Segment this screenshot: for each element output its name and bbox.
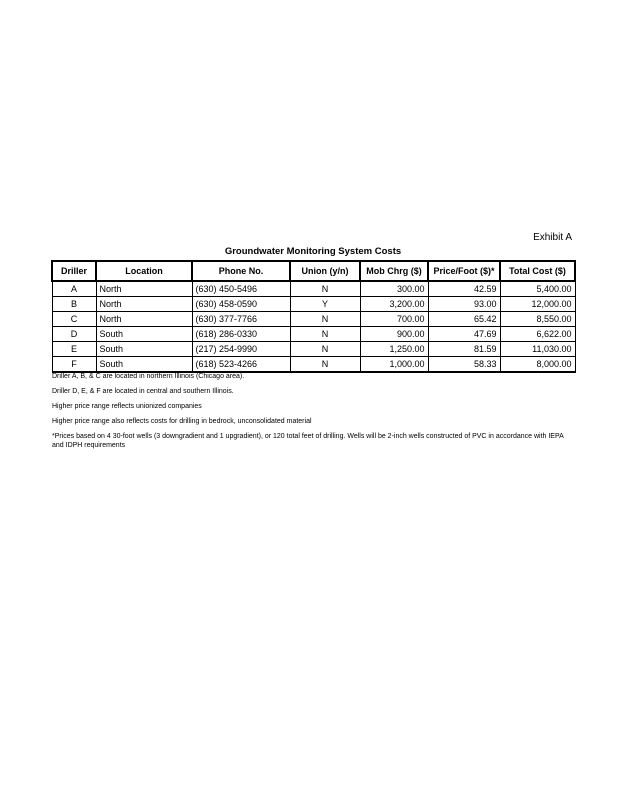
footnote-price-basis: *Prices based on 4 30-foot wells (3 downgradient and 1 upgradient), or 120 total feet of drilling. Wells will be 2-inch wells constructed of PVC in accordance with IEPA and IDPH requirements <box>52 433 564 449</box>
cell-phone: (630) 458-0590 <box>192 297 290 312</box>
cell-price-per-foot: 58.33 <box>428 357 500 373</box>
cell-price-per-foot: 65.42 <box>428 312 500 327</box>
cell-phone: (630) 450-5496 <box>192 281 290 297</box>
cell-location: North <box>96 281 192 297</box>
cell-driller: C <box>52 312 96 327</box>
cell-location: South <box>96 327 192 342</box>
cell-phone: (630) 377-7766 <box>192 312 290 327</box>
cell-mob-charge: 3,200.00 <box>360 297 428 312</box>
cell-union: N <box>290 327 360 342</box>
cell-mob-charge: 300.00 <box>360 281 428 297</box>
header-total-cost: Total Cost ($) <box>500 261 575 281</box>
footnote-southern-drillers: Driller D, E, & F are located in central and southern Illinois. <box>52 388 234 395</box>
cell-total-cost: 8,000.00 <box>500 357 575 373</box>
cell-driller: A <box>52 281 96 297</box>
table-row <box>52 281 575 297</box>
cell-total-cost: 8,550.00 <box>500 312 575 327</box>
cell-driller: E <box>52 342 96 357</box>
header-union: Union (y/n) <box>290 261 360 281</box>
cost-table <box>51 260 576 373</box>
cell-union: N <box>290 357 360 373</box>
cell-mob-charge: 900.00 <box>360 327 428 342</box>
cell-total-cost: 5,400.00 <box>500 281 575 297</box>
cell-location: North <box>96 312 192 327</box>
cell-driller: D <box>52 327 96 342</box>
cell-union: N <box>290 312 360 327</box>
cell-union: Y <box>290 297 360 312</box>
cell-phone: (618) 523-4266 <box>192 357 290 373</box>
cell-union: N <box>290 281 360 297</box>
cell-mob-charge: 700.00 <box>360 312 428 327</box>
cell-price-per-foot: 47.69 <box>428 327 500 342</box>
table-row <box>52 357 575 373</box>
header-price-per-foot: Price/Foot ($)* <box>428 261 500 281</box>
cell-total-cost: 6,622.00 <box>500 327 575 342</box>
footnote-bedrock-pricing: Higher price range also reflects costs for drilling in bedrock, unconsolidated material <box>52 418 312 425</box>
exhibit-label: Exhibit A <box>533 232 572 243</box>
cell-union: N <box>290 342 360 357</box>
table-row <box>52 327 575 342</box>
header-driller: Driller <box>52 261 96 281</box>
footnote-union-pricing: Higher price range reflects unionized companies <box>52 403 202 410</box>
header-mob-charge: Mob Chrg ($) <box>360 261 428 281</box>
cell-price-per-foot: 42.59 <box>428 281 500 297</box>
cell-location: South <box>96 357 192 373</box>
cell-location: North <box>96 297 192 312</box>
table-header-row <box>52 261 575 281</box>
cell-phone: (618) 286-0330 <box>192 327 290 342</box>
cell-total-cost: 11,030.00 <box>500 342 575 357</box>
table-title: Groundwater Monitoring System Costs <box>224 246 402 257</box>
cell-mob-charge: 1,000.00 <box>360 357 428 373</box>
footnotes <box>52 372 574 456</box>
table-row <box>52 297 575 312</box>
footnote-northern-drillers: Driller A, B, & C are located in northern Illinois (Chicago area). <box>52 373 245 380</box>
cell-price-per-foot: 81.59 <box>428 342 500 357</box>
header-phone: Phone No. <box>192 261 290 281</box>
cell-phone: (217) 254-9990 <box>192 342 290 357</box>
table-row <box>52 342 575 357</box>
cell-total-cost: 12,000.00 <box>500 297 575 312</box>
header-location: Location <box>96 261 192 281</box>
cell-mob-charge: 1,250.00 <box>360 342 428 357</box>
cell-location: South <box>96 342 192 357</box>
cell-driller: B <box>52 297 96 312</box>
table-row <box>52 312 575 327</box>
cell-driller: F <box>52 357 96 373</box>
cell-price-per-foot: 93.00 <box>428 297 500 312</box>
